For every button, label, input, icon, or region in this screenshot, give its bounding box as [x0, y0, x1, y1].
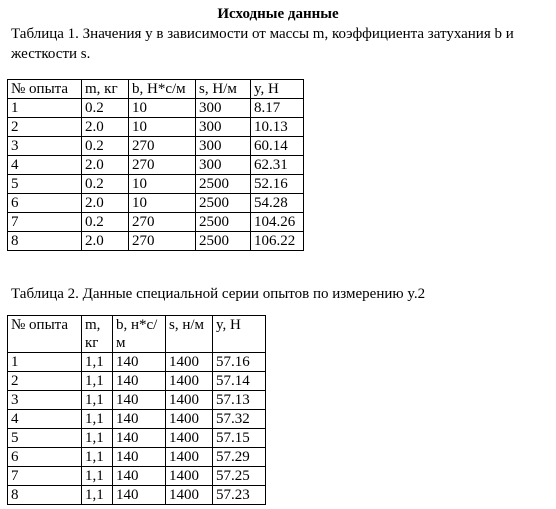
- table-cell: 4: [8, 410, 82, 429]
- table-cell: 8: [8, 232, 82, 251]
- table-cell: 54.28: [251, 194, 304, 213]
- table-cell: 270: [129, 213, 196, 232]
- table-cell: 57.32: [213, 410, 266, 429]
- table-cell: 1,1: [82, 486, 113, 505]
- table-cell: 1400: [166, 353, 213, 372]
- table-cell: 57.25: [213, 467, 266, 486]
- table-cell: 140: [113, 486, 166, 505]
- table-cell: 2.0: [82, 232, 129, 251]
- table-row: [8, 194, 304, 213]
- table-cell: 270: [129, 232, 196, 251]
- table-row: [8, 137, 304, 156]
- table-cell: 140: [113, 429, 166, 448]
- table-row: [8, 232, 304, 251]
- table1-caption: Таблица 1. Значения y в зависимости от массы m, коэффициента затухания b и жесткости s.: [11, 26, 514, 62]
- column-header: m, кг: [82, 316, 113, 353]
- table-cell: 10: [129, 175, 196, 194]
- table-cell: 10: [129, 99, 196, 118]
- table-row: [8, 213, 304, 232]
- table-cell: 57.13: [213, 391, 266, 410]
- table-cell: 1400: [166, 467, 213, 486]
- column-header: № опыта: [8, 80, 82, 99]
- table-row: [8, 429, 266, 448]
- table-cell: 1: [8, 353, 82, 372]
- table-cell: 10: [129, 118, 196, 137]
- table-row: [8, 156, 304, 175]
- table-cell: 62.31: [251, 156, 304, 175]
- table-cell: 1,1: [82, 410, 113, 429]
- table-cell: 2: [8, 372, 82, 391]
- column-header: m, кг: [82, 80, 129, 99]
- table-row: [8, 486, 266, 505]
- table2-caption: Таблица 2. Данные специальной серии опытов по измерению y.2: [11, 286, 426, 302]
- column-header: № опыта: [8, 316, 82, 353]
- table-cell: 270: [129, 156, 196, 175]
- table1: [7, 79, 304, 251]
- table-header-row: [8, 316, 266, 353]
- table-cell: 270: [129, 137, 196, 156]
- table-cell: 2500: [196, 194, 251, 213]
- table-cell: 140: [113, 391, 166, 410]
- table-cell: 1,1: [82, 372, 113, 391]
- table-cell: 5: [8, 429, 82, 448]
- table-cell: 106.22: [251, 232, 304, 251]
- table-cell: 0.2: [82, 175, 129, 194]
- table-cell: 140: [113, 448, 166, 467]
- table-cell: 4: [8, 156, 82, 175]
- table-cell: 5: [8, 175, 82, 194]
- table-header-row: [8, 80, 304, 99]
- table-cell: 7: [8, 213, 82, 232]
- table-cell: 140: [113, 410, 166, 429]
- table-cell: 2: [8, 118, 82, 137]
- table-cell: 0.2: [82, 137, 129, 156]
- column-header: s, н/м: [166, 316, 213, 353]
- table-row: [8, 467, 266, 486]
- table-cell: 1400: [166, 486, 213, 505]
- table-cell: 300: [196, 156, 251, 175]
- table-cell: 52.16: [251, 175, 304, 194]
- table-cell: 3: [8, 391, 82, 410]
- table-cell: 1,1: [82, 391, 113, 410]
- table-cell: 8.17: [251, 99, 304, 118]
- table-row: [8, 448, 266, 467]
- table-cell: 6: [8, 448, 82, 467]
- table-cell: 1400: [166, 391, 213, 410]
- table-cell: 10: [129, 194, 196, 213]
- table-cell: 1,1: [82, 353, 113, 372]
- table-cell: 1400: [166, 372, 213, 391]
- table-cell: 57.23: [213, 486, 266, 505]
- table-cell: 0.2: [82, 213, 129, 232]
- table2: [7, 315, 266, 505]
- table-cell: 60.14: [251, 137, 304, 156]
- table-cell: 6: [8, 194, 82, 213]
- table-cell: 140: [113, 353, 166, 372]
- table-cell: 7: [8, 467, 82, 486]
- table-cell: 8: [8, 486, 82, 505]
- table-row: [8, 99, 304, 118]
- table-cell: 2500: [196, 232, 251, 251]
- table-row: [8, 175, 304, 194]
- table-cell: 140: [113, 467, 166, 486]
- table-row: [8, 118, 304, 137]
- table-cell: 1: [8, 99, 82, 118]
- table-cell: 1400: [166, 448, 213, 467]
- column-header: s, Н/м: [196, 80, 251, 99]
- table-cell: 140: [113, 372, 166, 391]
- table-cell: 300: [196, 137, 251, 156]
- table-cell: 300: [196, 99, 251, 118]
- column-header: y, Н: [213, 316, 266, 353]
- table-cell: 2.0: [82, 194, 129, 213]
- table-row: [8, 372, 266, 391]
- table-cell: 1400: [166, 410, 213, 429]
- table-cell: 300: [196, 118, 251, 137]
- table-cell: 57.29: [213, 448, 266, 467]
- table-row: [8, 353, 266, 372]
- table-cell: 104.26: [251, 213, 304, 232]
- table-cell: 1,1: [82, 429, 113, 448]
- document-heading: Исходные данные: [217, 6, 339, 22]
- table-cell: 1,1: [82, 448, 113, 467]
- table-cell: 3: [8, 137, 82, 156]
- table-cell: 0.2: [82, 99, 129, 118]
- table-cell: 1,1: [82, 467, 113, 486]
- column-header: b, н*с/м: [113, 316, 166, 353]
- table-cell: 1400: [166, 429, 213, 448]
- column-header: y, Н: [251, 80, 304, 99]
- table-cell: 2500: [196, 175, 251, 194]
- table-cell: 2500: [196, 213, 251, 232]
- table-row: [8, 410, 266, 429]
- column-header: b, Н*с/м: [129, 80, 196, 99]
- table-cell: 2.0: [82, 156, 129, 175]
- table-cell: 2.0: [82, 118, 129, 137]
- table-row: [8, 391, 266, 410]
- table-cell: 57.16: [213, 353, 266, 372]
- table-cell: 57.15: [213, 429, 266, 448]
- table-cell: 57.14: [213, 372, 266, 391]
- table-cell: 10.13: [251, 118, 304, 137]
